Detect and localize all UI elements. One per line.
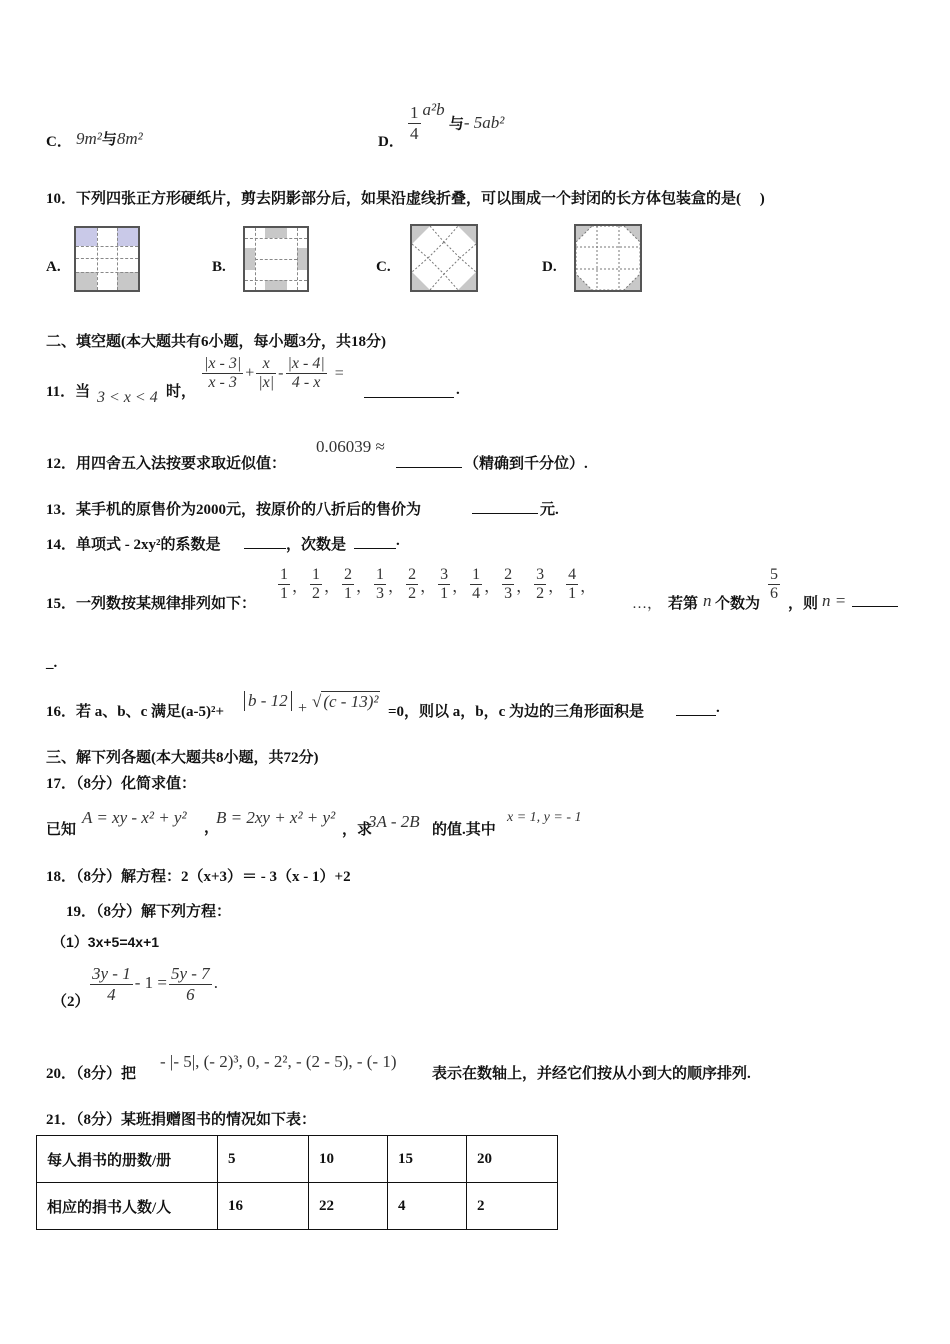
q15-seq-den: 3 bbox=[376, 585, 385, 603]
q19-title: 19．（8分）解下列方程： bbox=[66, 904, 232, 920]
q15-n-eq: n = bbox=[822, 591, 847, 610]
q9-c-expr2: 8m² bbox=[116, 129, 143, 148]
table-cell: 22 bbox=[309, 1183, 388, 1230]
q17-mid: 的值.其中 bbox=[432, 822, 496, 838]
q11-f2-den: |x| bbox=[258, 374, 275, 392]
q15-seq-den: 1 bbox=[440, 585, 449, 603]
q9-option-d bbox=[406, 99, 505, 143]
q15-seq-separator: ， bbox=[324, 578, 341, 596]
q15-seq-num: 3 bbox=[438, 566, 450, 585]
q10-d-diagram bbox=[576, 226, 640, 290]
q17-pre: 已知 bbox=[46, 822, 77, 838]
q11-eq: = bbox=[334, 364, 344, 382]
q12-prefix: 12．用四舍五入法按要求取近似值： bbox=[46, 456, 287, 472]
q10-text: 10．下列四张正方形硬纸片，剪去阴影部分后，如果沿虚线折叠，可以围成一个封闭的长方体包装盒的是( ) bbox=[46, 191, 765, 207]
q16-end: . bbox=[716, 700, 720, 716]
table-cell: 5 bbox=[218, 1136, 309, 1183]
q12-answer-blank bbox=[396, 455, 462, 468]
q9-d-expr-tail: a²b bbox=[422, 99, 445, 119]
q15-seq-separator: ， bbox=[292, 578, 309, 596]
q9-c-conn: 与 bbox=[101, 132, 117, 148]
q11-f1-num: |x - 3| bbox=[202, 355, 243, 374]
q10-figure-d bbox=[574, 224, 642, 292]
q10-option-d-label: D. bbox=[542, 259, 557, 275]
q15-target-num: 5 bbox=[768, 566, 780, 585]
table-cell: 相应的捐书人数/人 bbox=[37, 1183, 218, 1230]
q15-seq-separator: ， bbox=[420, 578, 437, 596]
q15-ellipsis: …， bbox=[632, 596, 663, 612]
q15-seq-separator: ， bbox=[580, 578, 597, 596]
q12-expr: 0.06039 ≈ bbox=[316, 437, 385, 456]
q14-tail: . bbox=[396, 533, 400, 549]
q19-f2-num: 5y - 7 bbox=[170, 964, 210, 983]
q10-b-shade-bottom bbox=[265, 280, 287, 290]
q9-d-frac-den: 4 bbox=[410, 123, 419, 143]
q15-seq-den: 2 bbox=[536, 585, 545, 603]
q11-f1-den: x - 3 bbox=[208, 374, 237, 392]
q15-seq-den: 4 bbox=[472, 585, 481, 603]
q15-seq-fraction bbox=[438, 566, 450, 604]
q15-seq-den: 3 bbox=[504, 585, 513, 603]
q15-seq-fraction bbox=[406, 566, 418, 604]
q10-a-shade-br bbox=[117, 272, 138, 290]
q10-c-diagram bbox=[412, 226, 476, 290]
q10-a-shade-bl bbox=[76, 272, 97, 290]
q17-cond: x = 1, y = - 1 bbox=[507, 810, 582, 825]
q11-tail: . bbox=[456, 382, 460, 398]
q13-prefix: 13．某手机的原售价为2000元，按原价的八折后的售价为 bbox=[46, 502, 422, 518]
q15-seq-den: 1 bbox=[568, 585, 577, 603]
q15-seq-num: 1 bbox=[374, 566, 386, 585]
q15-seq-num: 1 bbox=[278, 566, 290, 585]
q11-answer-blank bbox=[364, 385, 454, 398]
q16-answer-blank bbox=[676, 703, 716, 716]
q15-sequence bbox=[276, 566, 596, 604]
q19-tail: . bbox=[213, 972, 218, 992]
q11-cond: 3 < x < 4 bbox=[97, 389, 158, 406]
q19-f1-num: 3y - 1 bbox=[92, 964, 131, 983]
table-row bbox=[37, 1136, 558, 1183]
q16-prefix: 16．若 a、b、c 满足(a-5)²+ bbox=[46, 704, 225, 720]
q15-seq-den: 2 bbox=[408, 585, 417, 603]
q15-seq-fraction bbox=[278, 566, 290, 604]
q15-seq-num: 2 bbox=[502, 566, 514, 585]
q9-d-expr2: - 5ab² bbox=[463, 113, 505, 133]
q15-seq-fraction bbox=[310, 566, 322, 604]
q15-seq-separator: ， bbox=[548, 578, 565, 596]
q15-seq-den: 2 bbox=[312, 585, 321, 603]
q15-seq-num: 2 bbox=[406, 566, 418, 585]
q15-mid2: 个数为 bbox=[715, 596, 761, 612]
q15-seq-fraction bbox=[566, 566, 578, 604]
q15-cont: _. bbox=[46, 655, 58, 671]
q19-f1-den: 4 bbox=[107, 984, 116, 1004]
q14-blank-coefficient bbox=[244, 536, 286, 549]
q12-tail: （精确到千分位）. bbox=[464, 456, 588, 472]
q10-figure-b bbox=[243, 226, 309, 292]
q19-part2-equation bbox=[88, 964, 218, 1004]
q15-seq-separator: ， bbox=[356, 578, 373, 596]
q15-answer-blank bbox=[852, 594, 898, 607]
q18-text: 18．（8分）解方程：2（x+3）＝ - 3（x - 1）+2 bbox=[46, 869, 351, 885]
table-cell: 2 bbox=[467, 1183, 558, 1230]
table-cell: 15 bbox=[388, 1136, 467, 1183]
q13-answer-blank bbox=[472, 501, 538, 514]
q15-mid: 若第 bbox=[668, 596, 699, 612]
q15-seq-fraction bbox=[374, 566, 386, 604]
q10-a-shade-tl bbox=[76, 228, 97, 246]
q11-prefix: 11．当 bbox=[46, 384, 91, 400]
q15-seq-separator: ， bbox=[452, 578, 469, 596]
q16-plus: + bbox=[298, 700, 308, 717]
q16-abs bbox=[244, 691, 292, 711]
q11-minus: - bbox=[278, 364, 284, 382]
q17-title: 17．（8分）化简求值： bbox=[46, 776, 197, 792]
donation-table bbox=[36, 1135, 558, 1230]
q15-seq-num: 1 bbox=[310, 566, 322, 585]
q16-sqrt: √ (c - 13)² bbox=[312, 692, 379, 711]
q10-figure-a bbox=[74, 226, 140, 292]
q9-c-expr1: 9m² bbox=[76, 129, 102, 148]
table-cell: 20 bbox=[467, 1136, 558, 1183]
q15-seq-separator: ， bbox=[516, 578, 533, 596]
q15-seq-fraction bbox=[342, 566, 354, 604]
q9-d-frac-num: 1 bbox=[410, 103, 419, 122]
section3-heading: 三、解下列各题(本大题共8小题，共72分) bbox=[46, 750, 319, 766]
q17-expr-b: B = 2xy + x² + y² bbox=[216, 808, 336, 827]
q15-seq-num: 2 bbox=[342, 566, 354, 585]
q10-b-shade-right bbox=[297, 248, 307, 270]
q9-option-c bbox=[76, 128, 143, 149]
q17-ask: ，求 bbox=[342, 822, 373, 838]
table-cell: 16 bbox=[218, 1183, 309, 1230]
q21-title: 21．（8分）某班捐赠图书的情况如下表： bbox=[46, 1112, 317, 1128]
q16-abs-expr: b - 12 bbox=[244, 691, 292, 711]
q14-mid: ，次数是 bbox=[286, 537, 347, 553]
q15-n: n bbox=[703, 591, 712, 610]
q13-tail: 元. bbox=[540, 502, 559, 518]
table-cell: 10 bbox=[309, 1136, 388, 1183]
q10-option-c-label: C. bbox=[376, 259, 391, 275]
section2-heading: 二、填空题(本大题共有6小题，每小题3分，共18分) bbox=[46, 334, 386, 350]
q15-seq-separator: ， bbox=[388, 578, 405, 596]
q16-tail: =0，则以 a，b，c 为边的三角形面积是 bbox=[388, 704, 645, 720]
q15-seq-separator: ， bbox=[484, 578, 501, 596]
q15-target bbox=[766, 566, 782, 604]
q15-seq-fraction bbox=[470, 566, 482, 604]
q11-f3-den: 4 - x bbox=[291, 374, 321, 392]
q15-seq-den: 1 bbox=[344, 585, 353, 603]
q20-prefix: 20．（8分）把 bbox=[46, 1066, 137, 1082]
q15-seq-num: 4 bbox=[566, 566, 578, 585]
q9-option-d-label: D． bbox=[378, 134, 404, 150]
q15-seq-fraction bbox=[502, 566, 514, 604]
table-cell: 4 bbox=[388, 1183, 467, 1230]
q15-prefix: 15．一列数按某规律排列如下： bbox=[46, 596, 257, 612]
q17-target: 3A - 2B bbox=[368, 812, 420, 831]
q10-option-a-label: A. bbox=[46, 259, 61, 275]
q19-mid: - 1 = bbox=[134, 972, 167, 992]
q14-blank-degree bbox=[354, 536, 396, 549]
q20-tail: 表示在数轴上，并经它们按从小到大的顺序排列. bbox=[432, 1066, 751, 1082]
q15-target-den: 6 bbox=[770, 585, 778, 603]
q11-mid: 时， bbox=[166, 384, 197, 400]
q15-seq-num: 1 bbox=[470, 566, 482, 585]
q19-part2-label: （2） bbox=[52, 994, 90, 1010]
q11-f3-num: |x - 4| bbox=[286, 355, 327, 374]
q10-b-shade-left bbox=[245, 248, 255, 270]
q15-seq-fraction bbox=[534, 566, 546, 604]
q15-seq-den: 1 bbox=[280, 585, 288, 603]
table-cell: 每人捐书的册数/册 bbox=[37, 1136, 218, 1183]
q19-part1: （1）3x+5=4x+1 bbox=[52, 934, 160, 950]
q11-expression bbox=[200, 355, 344, 393]
q17-expr-a: A = xy - x² + y² bbox=[82, 808, 187, 827]
q10-figure-c bbox=[410, 224, 478, 292]
q19-f2-den: 6 bbox=[186, 984, 195, 1004]
q15-tail: ，则 bbox=[788, 596, 819, 612]
q14-prefix: 14．单项式 - 2xy²的系数是 bbox=[46, 537, 221, 553]
q9-option-c-label: C． bbox=[46, 134, 72, 150]
q11-f2-num: x bbox=[256, 355, 276, 374]
q11-plus: + bbox=[245, 364, 255, 382]
q10-a-shade-tr bbox=[117, 228, 138, 246]
q9-d-conn: 与 bbox=[448, 116, 464, 133]
q17-comma: ， bbox=[204, 820, 220, 836]
q10-option-b-label: B. bbox=[212, 259, 226, 275]
q15-seq-num: 3 bbox=[534, 566, 546, 585]
q20-list: - |- 5|, (- 2)³, 0, - 2², - (2 - 5), - (- 1) bbox=[160, 1052, 397, 1071]
q10-b-shade-top bbox=[265, 228, 287, 238]
q16-sqrt-expr: (c - 13)² bbox=[323, 692, 379, 711]
table-row bbox=[37, 1183, 558, 1230]
